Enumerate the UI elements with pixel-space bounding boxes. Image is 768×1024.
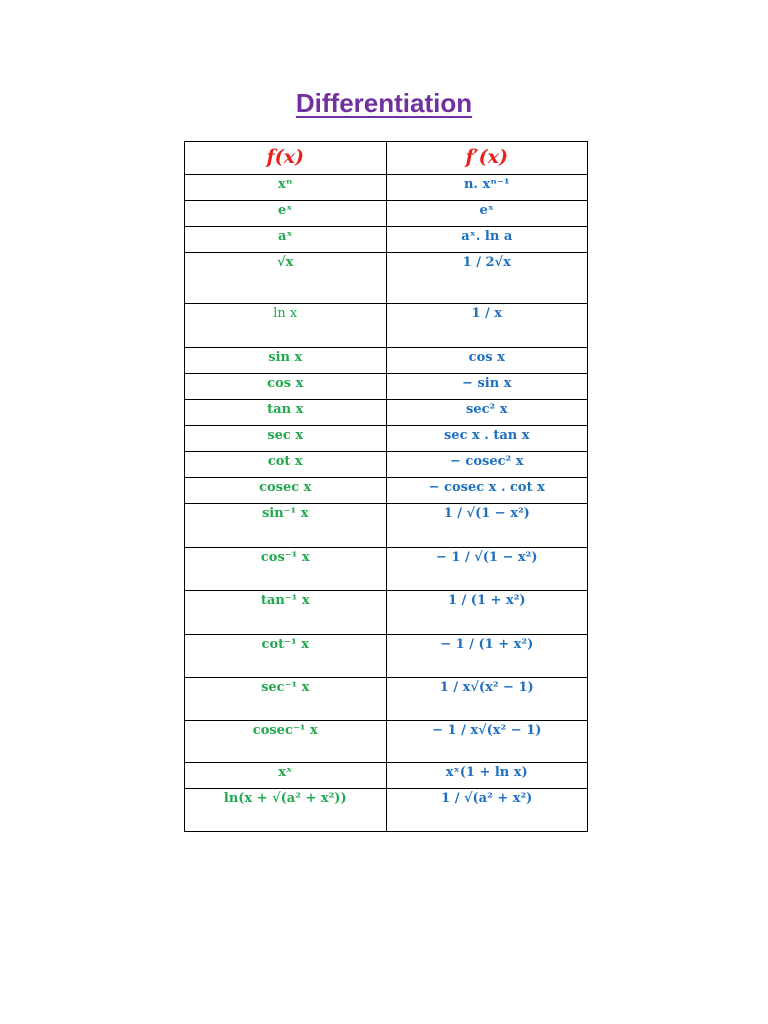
function-cell (185, 304, 387, 348)
header-derivative (386, 142, 588, 175)
derivative-text: sec² x (466, 402, 508, 417)
derivative-cell (386, 591, 588, 635)
function-text: cot⁻¹ x (261, 637, 309, 652)
function-text: ln(x + √(a² + x²)) (223, 791, 347, 806)
function-cell (185, 504, 387, 548)
function-text: eˣ (278, 203, 293, 218)
table-row (185, 201, 588, 227)
function-cell (185, 591, 387, 635)
function-text: cot x (267, 454, 303, 469)
function-text: ln x (273, 306, 298, 321)
table-row (185, 175, 588, 201)
function-cell (185, 227, 387, 253)
function-text: cos x (267, 376, 304, 391)
differentiation-table (184, 141, 588, 832)
derivative-cell (386, 426, 588, 452)
function-text: sin x (268, 350, 303, 365)
derivative-text: eˣ (479, 203, 494, 218)
derivative-cell (386, 504, 588, 548)
derivative-text: − 1 / (1 + x²) (440, 637, 534, 652)
derivative-cell (386, 478, 588, 504)
function-text: tan x (267, 402, 304, 417)
derivative-text: − cosec² x (450, 454, 524, 469)
function-cell (185, 721, 387, 763)
function-cell (185, 201, 387, 227)
derivative-text: 1 / (1 + x²) (447, 593, 526, 608)
table-row (185, 253, 588, 304)
derivative-text: − cosec x . cot x (428, 480, 545, 495)
function-text: xˣ (278, 765, 293, 780)
derivative-text: cos x (468, 350, 505, 365)
function-cell (185, 678, 387, 721)
derivative-text: sec x . tan x (443, 428, 530, 443)
derivative-cell (386, 175, 588, 201)
function-text: aˣ (277, 229, 293, 244)
function-cell (185, 763, 387, 789)
table-row (185, 452, 588, 478)
table-row (185, 304, 588, 348)
page-title: Differentiation (295, 88, 473, 118)
derivative-cell (386, 348, 588, 374)
table-row (185, 504, 588, 548)
derivative-text: 1 / x√(x² − 1) (439, 680, 534, 695)
function-cell (185, 426, 387, 452)
derivative-cell (386, 253, 588, 304)
table-row (185, 721, 588, 763)
function-cell (185, 789, 387, 832)
derivative-cell (386, 201, 588, 227)
function-text: cosec x (259, 480, 312, 495)
derivative-cell (386, 400, 588, 426)
derivative-text: 1 / 2√x (462, 255, 511, 270)
function-text: sec x (267, 428, 304, 443)
table-row (185, 635, 588, 678)
table-row (185, 348, 588, 374)
derivative-text: − 1 / √(1 − x²) (435, 550, 538, 565)
table-row (185, 548, 588, 591)
table-row (185, 678, 588, 721)
derivative-text: − 1 / x√(x² − 1) (432, 723, 542, 738)
function-cell (185, 175, 387, 201)
function-cell (185, 374, 387, 400)
function-cell (185, 548, 387, 591)
table-row (185, 591, 588, 635)
derivative-text: xˣ(1 + ln x) (445, 765, 528, 780)
derivative-text: − sin x (462, 376, 512, 391)
function-text: √x (277, 255, 294, 270)
table-row (185, 400, 588, 426)
table-row (185, 426, 588, 452)
function-text: sin⁻¹ x (261, 506, 309, 521)
derivative-cell (386, 374, 588, 400)
table-header-row (185, 142, 588, 175)
header-function-text: f(x) (266, 146, 304, 169)
derivative-cell (386, 227, 588, 253)
derivative-cell (386, 789, 588, 832)
table-row (185, 227, 588, 253)
table-row (185, 374, 588, 400)
function-cell (185, 478, 387, 504)
derivative-text: 1 / √(a² + x²) (441, 791, 533, 806)
function-cell (185, 348, 387, 374)
table-row (185, 763, 588, 789)
derivative-text: 1 / √(1 − x²) (443, 506, 530, 521)
function-cell (185, 400, 387, 426)
header-derivative-text: f′(x) (465, 146, 508, 169)
derivative-text: aˣ. ln a (461, 229, 513, 244)
derivative-cell (386, 452, 588, 478)
derivative-text: n. xⁿ⁻¹ (463, 177, 510, 192)
function-text: sec⁻¹ x (261, 680, 310, 695)
derivative-cell (386, 721, 588, 763)
function-cell (185, 253, 387, 304)
derivative-cell (386, 304, 588, 348)
table-row (185, 478, 588, 504)
function-text: cosec⁻¹ x (252, 723, 318, 738)
function-text: cos⁻¹ x (260, 550, 310, 565)
derivative-cell (386, 548, 588, 591)
derivative-cell (386, 763, 588, 789)
function-cell (185, 635, 387, 678)
function-text: tan⁻¹ x (260, 593, 310, 608)
function-text: xⁿ (278, 177, 293, 192)
table-row (185, 789, 588, 832)
header-function (185, 142, 387, 175)
derivative-cell (386, 635, 588, 678)
function-cell (185, 452, 387, 478)
derivative-text: 1 / x (471, 306, 503, 321)
derivative-cell (386, 678, 588, 721)
